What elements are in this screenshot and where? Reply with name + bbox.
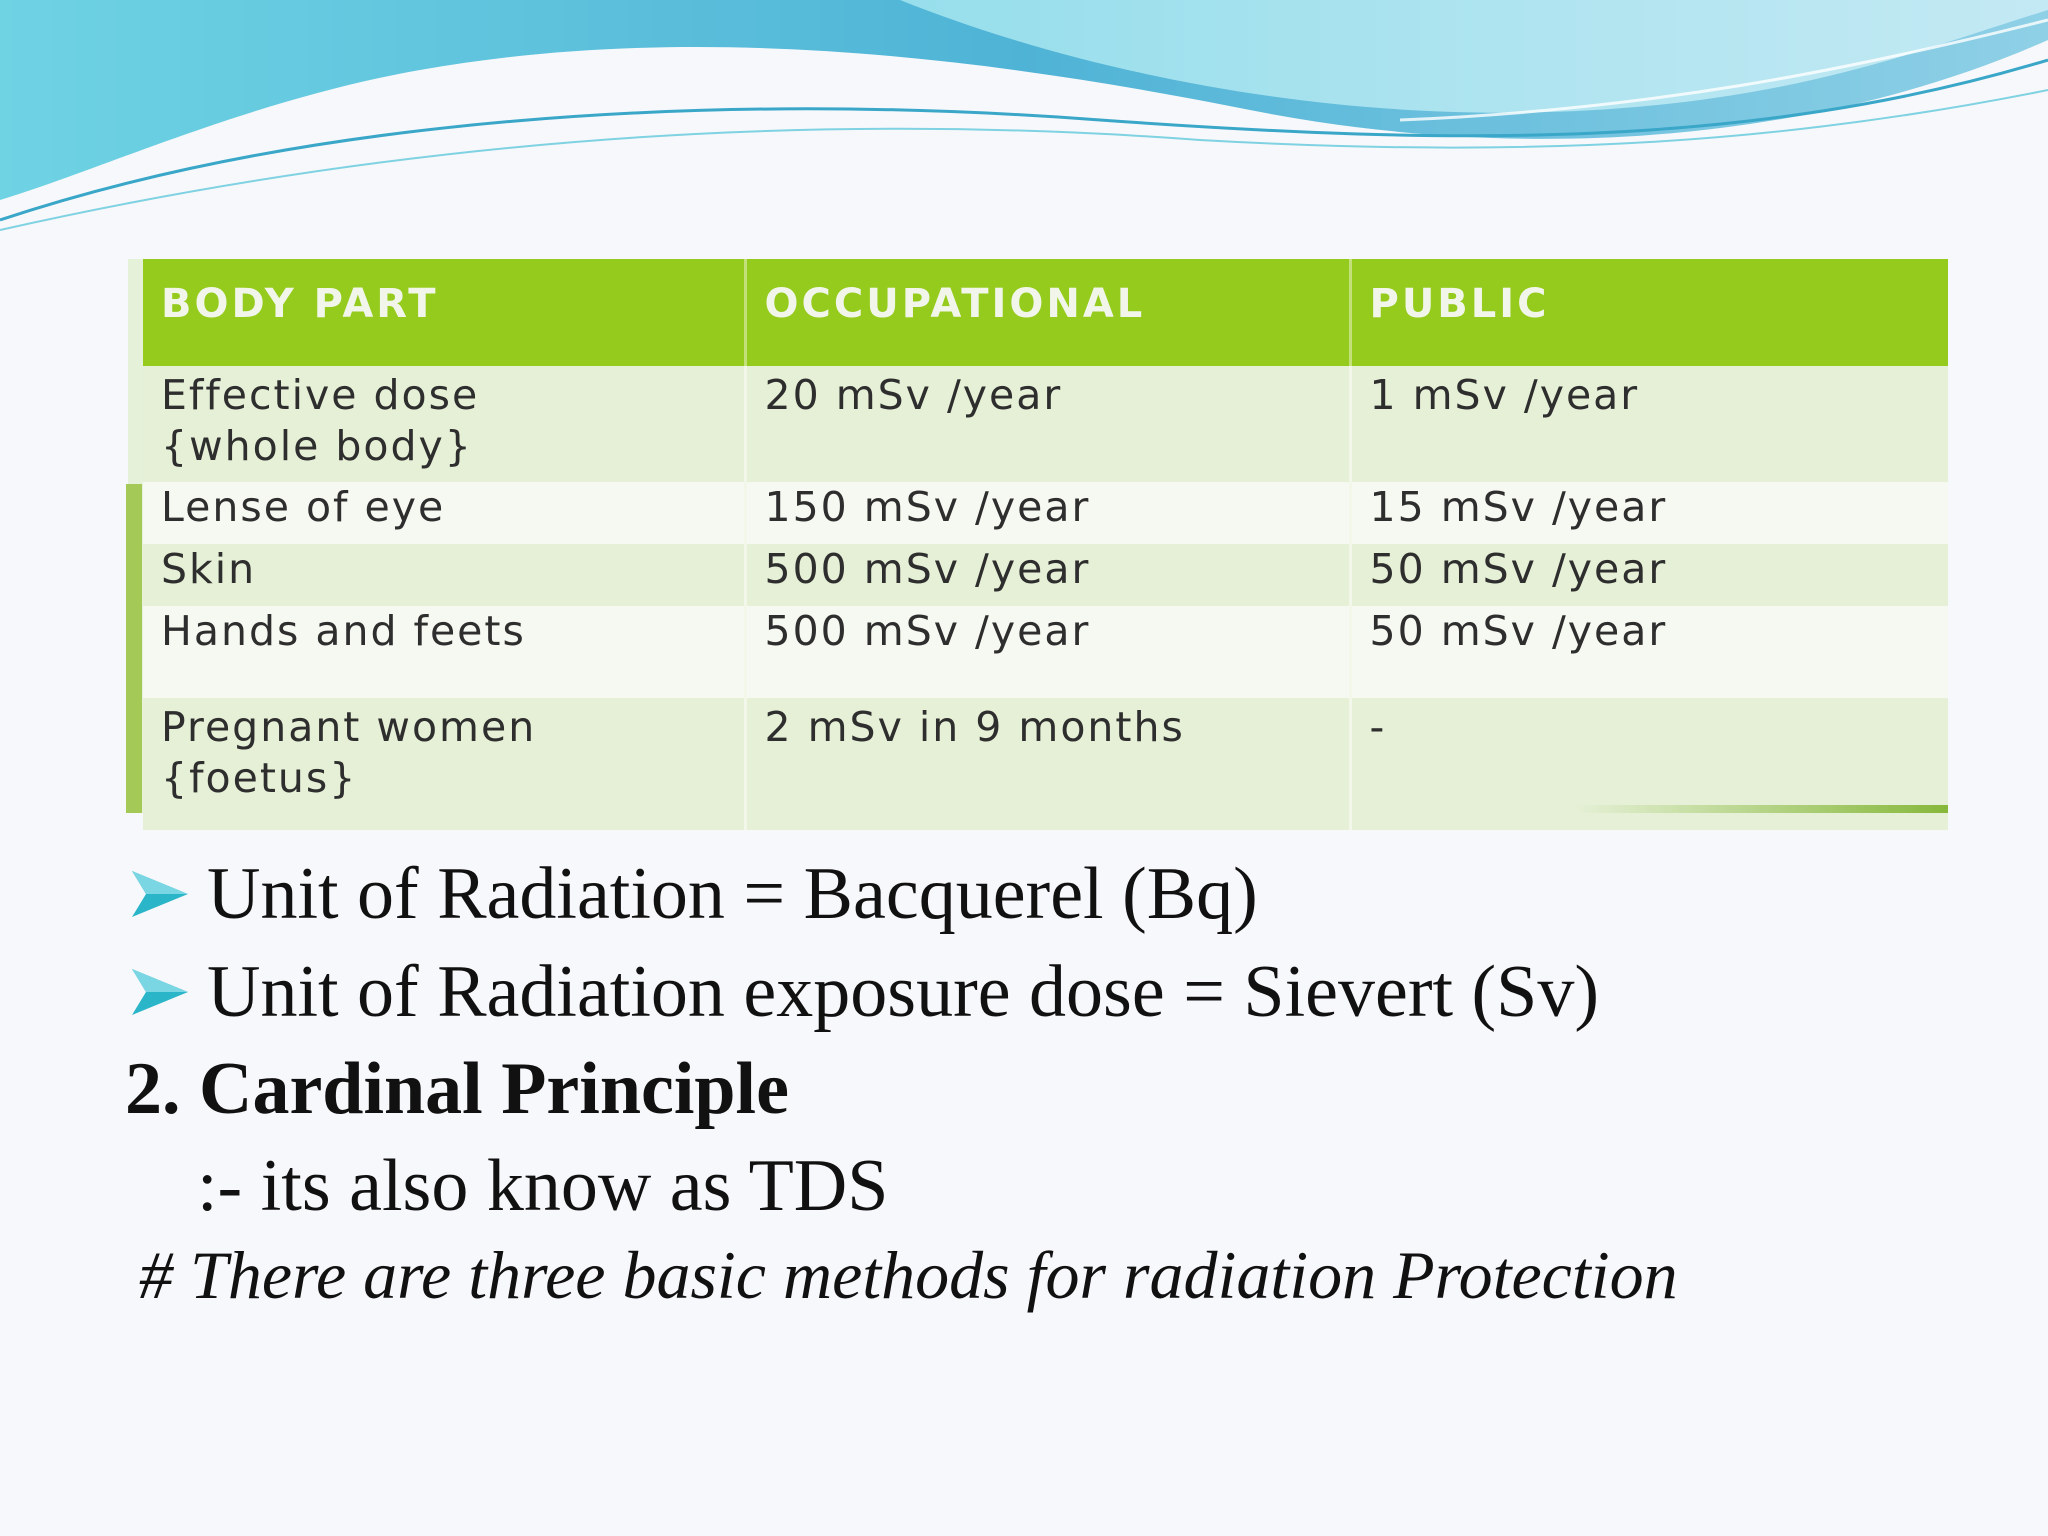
- dose-limits-table: [143, 259, 1948, 830]
- occupational-cell: 500 mSv /year: [745, 606, 1350, 698]
- body-part-cell: Skin: [143, 544, 745, 606]
- occupational-cell: 500 mSv /year: [745, 544, 1350, 606]
- body-part-cell: Hands and feets: [143, 606, 745, 698]
- arrow-bullet-icon: [130, 869, 190, 919]
- body-part-line: Pregnant women: [161, 703, 537, 751]
- header-body-part: BODY PART: [143, 259, 745, 366]
- body-part-cell: [143, 366, 745, 482]
- public-cell: 15 mSv /year: [1350, 482, 1948, 544]
- occupational-cell: 2 mSv in 9 months: [745, 698, 1350, 830]
- table-left-accent: [126, 484, 142, 813]
- body-part-cell: Lense of eye: [143, 482, 745, 544]
- table-row: [143, 482, 1948, 544]
- body-part-cell: [143, 698, 745, 830]
- bullet-item: [125, 943, 2005, 1041]
- section-note: # There are three basic methods for radiation Protection: [139, 1237, 1678, 1313]
- header-wave-decoration: [0, 0, 2048, 240]
- table-row: [143, 544, 1948, 606]
- public-cell: 50 mSv /year: [1350, 606, 1948, 698]
- table-row: [143, 606, 1948, 698]
- header-occupational: OCCUPATIONAL: [745, 259, 1350, 366]
- table-header-row: [143, 259, 1948, 366]
- public-cell: -: [1350, 698, 1948, 830]
- arrow-bullet-icon: [130, 967, 190, 1017]
- body-part-line: Effective dose: [161, 371, 480, 419]
- public-cell: 1 mSv /year: [1350, 366, 1948, 482]
- public-cell: 50 mSv /year: [1350, 544, 1948, 606]
- bullet-text: Unit of Radiation exposure dose = Sievert (Sv): [207, 950, 1599, 1033]
- header-public: PUBLIC: [1350, 259, 1948, 366]
- body-part-line: {whole body}: [161, 422, 473, 470]
- table-bottom-accent: [708, 805, 1948, 813]
- slide-text-block: [125, 845, 2005, 1315]
- section-subline: :- its also know as TDS: [197, 1145, 889, 1227]
- bullet-item: [125, 845, 2005, 943]
- body-part-line: {foetus}: [161, 754, 358, 802]
- dose-limits-table-panel: [128, 259, 1948, 813]
- bullet-text: Unit of Radiation = Bacquerel (Bq): [207, 852, 1258, 935]
- occupational-cell: 20 mSv /year: [745, 366, 1350, 482]
- table-row: [143, 366, 1948, 482]
- occupational-cell: 150 mSv /year: [745, 482, 1350, 544]
- section-heading: 2. Cardinal Principle: [125, 1048, 789, 1130]
